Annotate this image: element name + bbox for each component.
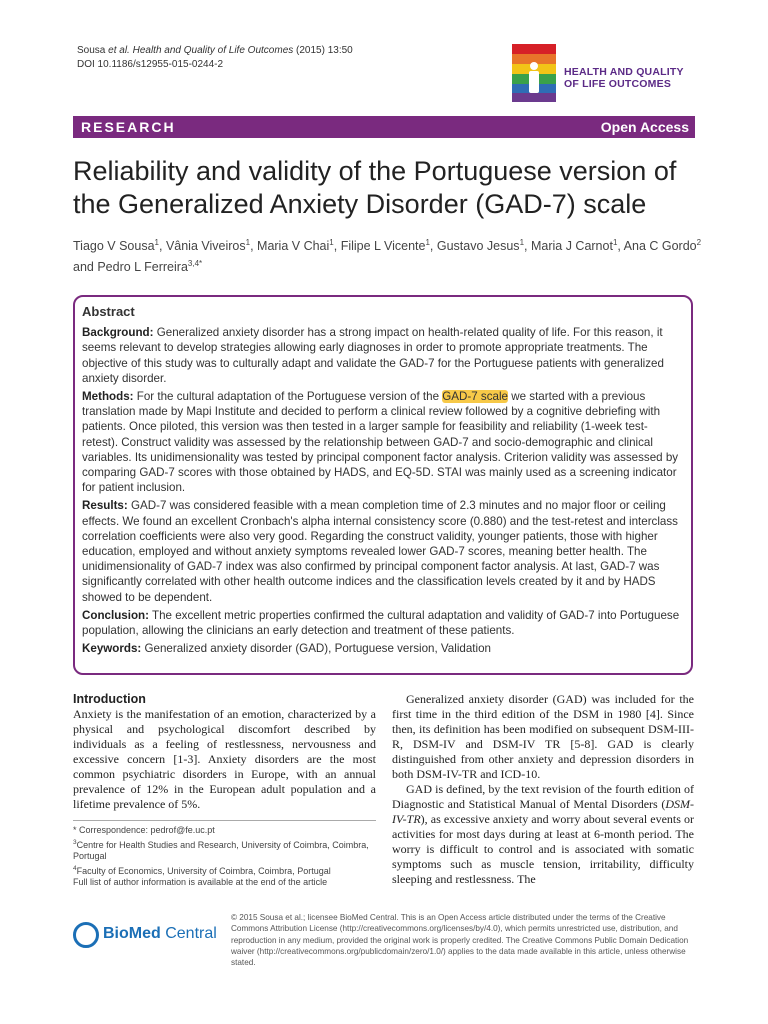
publisher-logo[interactable] xyxy=(73,918,233,948)
section-heading-introduction: Introduction xyxy=(73,692,146,706)
biomed-central-icon xyxy=(73,922,99,948)
author-affiliation-sup: 1 xyxy=(245,238,251,247)
abstract-conclusion: Conclusion: The excellent metric properties confirmed the cultural adaptation and validity of GAD-7 into Portuguese population, allowing the clinicians an early detection and treatment of these patients. xyxy=(82,608,680,638)
author-line-2: and Pedro L Ferreira$^{3,4*}$ xyxy=(73,259,203,275)
affiliation-4: $^4$Faculty of Economics, University of Coimbra, Coimbra, Portugal xyxy=(73,864,331,876)
author-name[interactable]: Filipe L Vicente xyxy=(340,239,426,254)
section-band xyxy=(73,116,695,138)
author-line-1: Tiago V Sousa$^1$, Vânia Viveiros$^1$, Maria V Chai$^1$, Filipe L Vicente$^1$, Gustavo Jesus$^1$, Maria J Carnot$^1$, Ana C Gordo$^2$ xyxy=(73,238,702,254)
body-paragraph: Generalized anxiety disorder (GAD) was included for the first time in the third edition of the DSM in 1980 [4]. Since then, its definition has been modified on subsequent DSM-III-R, DSM-IV and DSM-IV TR [5-8]. GAD is clearly distinguished from other anxiety and depression disorders in both DSM-IV-TR and ICD-10. xyxy=(392,692,694,781)
abstract-box xyxy=(73,295,693,675)
citation-authors: Sousa xyxy=(77,45,106,56)
body-left-column xyxy=(73,692,376,812)
article-title: Reliability and validity of the Portuguese version of the Generalized Anxiety Disorder (GAD-7) scale xyxy=(73,156,677,219)
body-paragraph: Anxiety is the manifestation of an emotion, characterized by a physical and psychological discomfort described by individuals as a feeling of restlessness, nervousness and excessive concern [1-3]. Anxiety disorders are the most common psychiatric disorders in Europe, with an annual prevalence of 12% in the European adult population and a lifetime prevalence of 5%. xyxy=(73,707,376,811)
correspondence-note[interactable]: * Correspondence: pedrof@fe.uc.pt xyxy=(73,825,215,835)
author-affiliation-sup: 1 xyxy=(154,238,159,247)
author-name[interactable]: Vânia Viveiros xyxy=(165,239,246,254)
doi-line[interactable]: DOI 10.1186/s12955-015-0244-2 xyxy=(77,59,224,70)
affiliation-3: $^3$Centre for Health Studies and Research, University of Coimbra, Coimbra, Portugal xyxy=(73,838,369,861)
section-label: RESEARCH xyxy=(81,119,176,135)
author-affiliation-sup: 1 xyxy=(329,238,334,247)
abstract-methods: Methods: For the cultural adaptation of the Portuguese version of the GAD-7 scale we started with a previous translation made by Mapi Institute and decided to perform a clinical review followed by a cognitive debriefing with patients. Once piloted, this version was then tested in a larger sample for feasibility and reliability (1-week test-retest). Construct validity was assessed by the relationship between GAD-7 and socio-demographic and clinical variables. Its unidimensionality was tested by principal component factor analysis. Criterion validity was assessed by comparing GAD-7 scores with those obtained by HADS, and EQ-5D. STAI was mainly used as a screening indicator for patient inclusion. xyxy=(82,390,679,495)
citation-header xyxy=(77,44,353,72)
author-name[interactable]: Maria J Carnot xyxy=(530,239,613,254)
author-affiliation-sup: 1 xyxy=(519,238,525,247)
abstract-heading: Abstract xyxy=(82,304,135,319)
open-access-label: Open Access xyxy=(600,119,689,135)
journal-logo[interactable] xyxy=(512,44,697,104)
author-name[interactable]: Pedro L Ferreira xyxy=(97,260,188,275)
highlighted-text[interactable]: GAD-7 scale xyxy=(442,390,508,404)
author-name[interactable]: Tiago V Sousa xyxy=(73,239,155,254)
abstract-background: Background: Generalized anxiety disorder has a strong impact on health-related quality of life. For this reason, it seems relevant to develop strategies allowing early diagnoses in order to promote appropriate treatments. The objective of this study was to culturally adapt and validate the GAD-7 for the Portuguese patients with generalized anxiety disorder. xyxy=(82,326,664,385)
author-info-note: Full list of author information is available at the end of the article xyxy=(73,877,328,887)
author-affiliation-sup: 1 xyxy=(612,238,618,247)
journal-logo-icon xyxy=(512,44,556,102)
author-name[interactable]: Maria V Chai xyxy=(257,239,330,254)
publisher-logo-text: BioMed Central xyxy=(103,925,217,942)
license-text: © 2015 Sousa et al.; licensee BioMed Central. This is an Open Access article distributed under the terms of the Creative Commons Attribution License (http://creativecommons.org/licenses/by/4.0), which permits unrestricted use, distribution, and reproduction in any medium, provided the original work is properly credited. The Creative Commons Public Domain Dedication waiver (http://creativecommons.org/publicdomain/zero/1.0/) applies to the data made available in this article, unless otherwise stated. xyxy=(231,913,689,968)
author-name[interactable]: Gustavo Jesus xyxy=(436,239,520,254)
author-affiliation-sup: 2 xyxy=(696,238,702,247)
body-right-column xyxy=(392,692,694,887)
body-paragraph: GAD is defined, by the text revision of the fourth edition of Diagnostic and Statistical Manual of Mental Disorders (DSM-IV-TR), as excessive anxiety and worry about several events or activities for most days during at least at 6-month period. The worry is difficult to control and is associated with somatic symptoms such as muscle tension, irritability, difficulty sleeping and restlessness. The xyxy=(392,782,694,886)
abstract-results: Results: GAD-7 was considered feasible with a mean completion time of 2.3 minutes and no major floor or ceiling effects. We found an excellent Cronbach's alpha internal consistency score (0.880) and the test-retest and interclass correlation coefficients were also very good. Regarding the construct validity, younger patients, those with higher education, employed and without anxiety symptoms revealed lower GAD-7 scores, meaning better health. The unidimensionality of GAD-7 index was also confirmed by principal component factor analysis. At last, GAD-7 was significantly correlated with other health outcome indices and the classification levels created by it and by HADS showed to be dependent. xyxy=(82,499,678,604)
citation-line-1 xyxy=(77,44,353,58)
author-affiliation-sup: 1 xyxy=(425,238,430,247)
abstract-keywords: Keywords: Generalized anxiety disorder (GAD), Portuguese version, Validation xyxy=(82,642,491,656)
citation-volume: (2015) 13:50 xyxy=(296,45,353,56)
author-name[interactable]: Ana C Gordo xyxy=(623,239,697,254)
journal-logo-text: HEALTH AND QUALITY OF LIFE OUTCOMES xyxy=(564,66,684,90)
footnotes xyxy=(73,820,376,889)
citation-etal: et al. xyxy=(108,45,130,56)
citation-journal: Health and Quality of Life Outcomes xyxy=(132,45,294,56)
author-list xyxy=(73,234,713,276)
